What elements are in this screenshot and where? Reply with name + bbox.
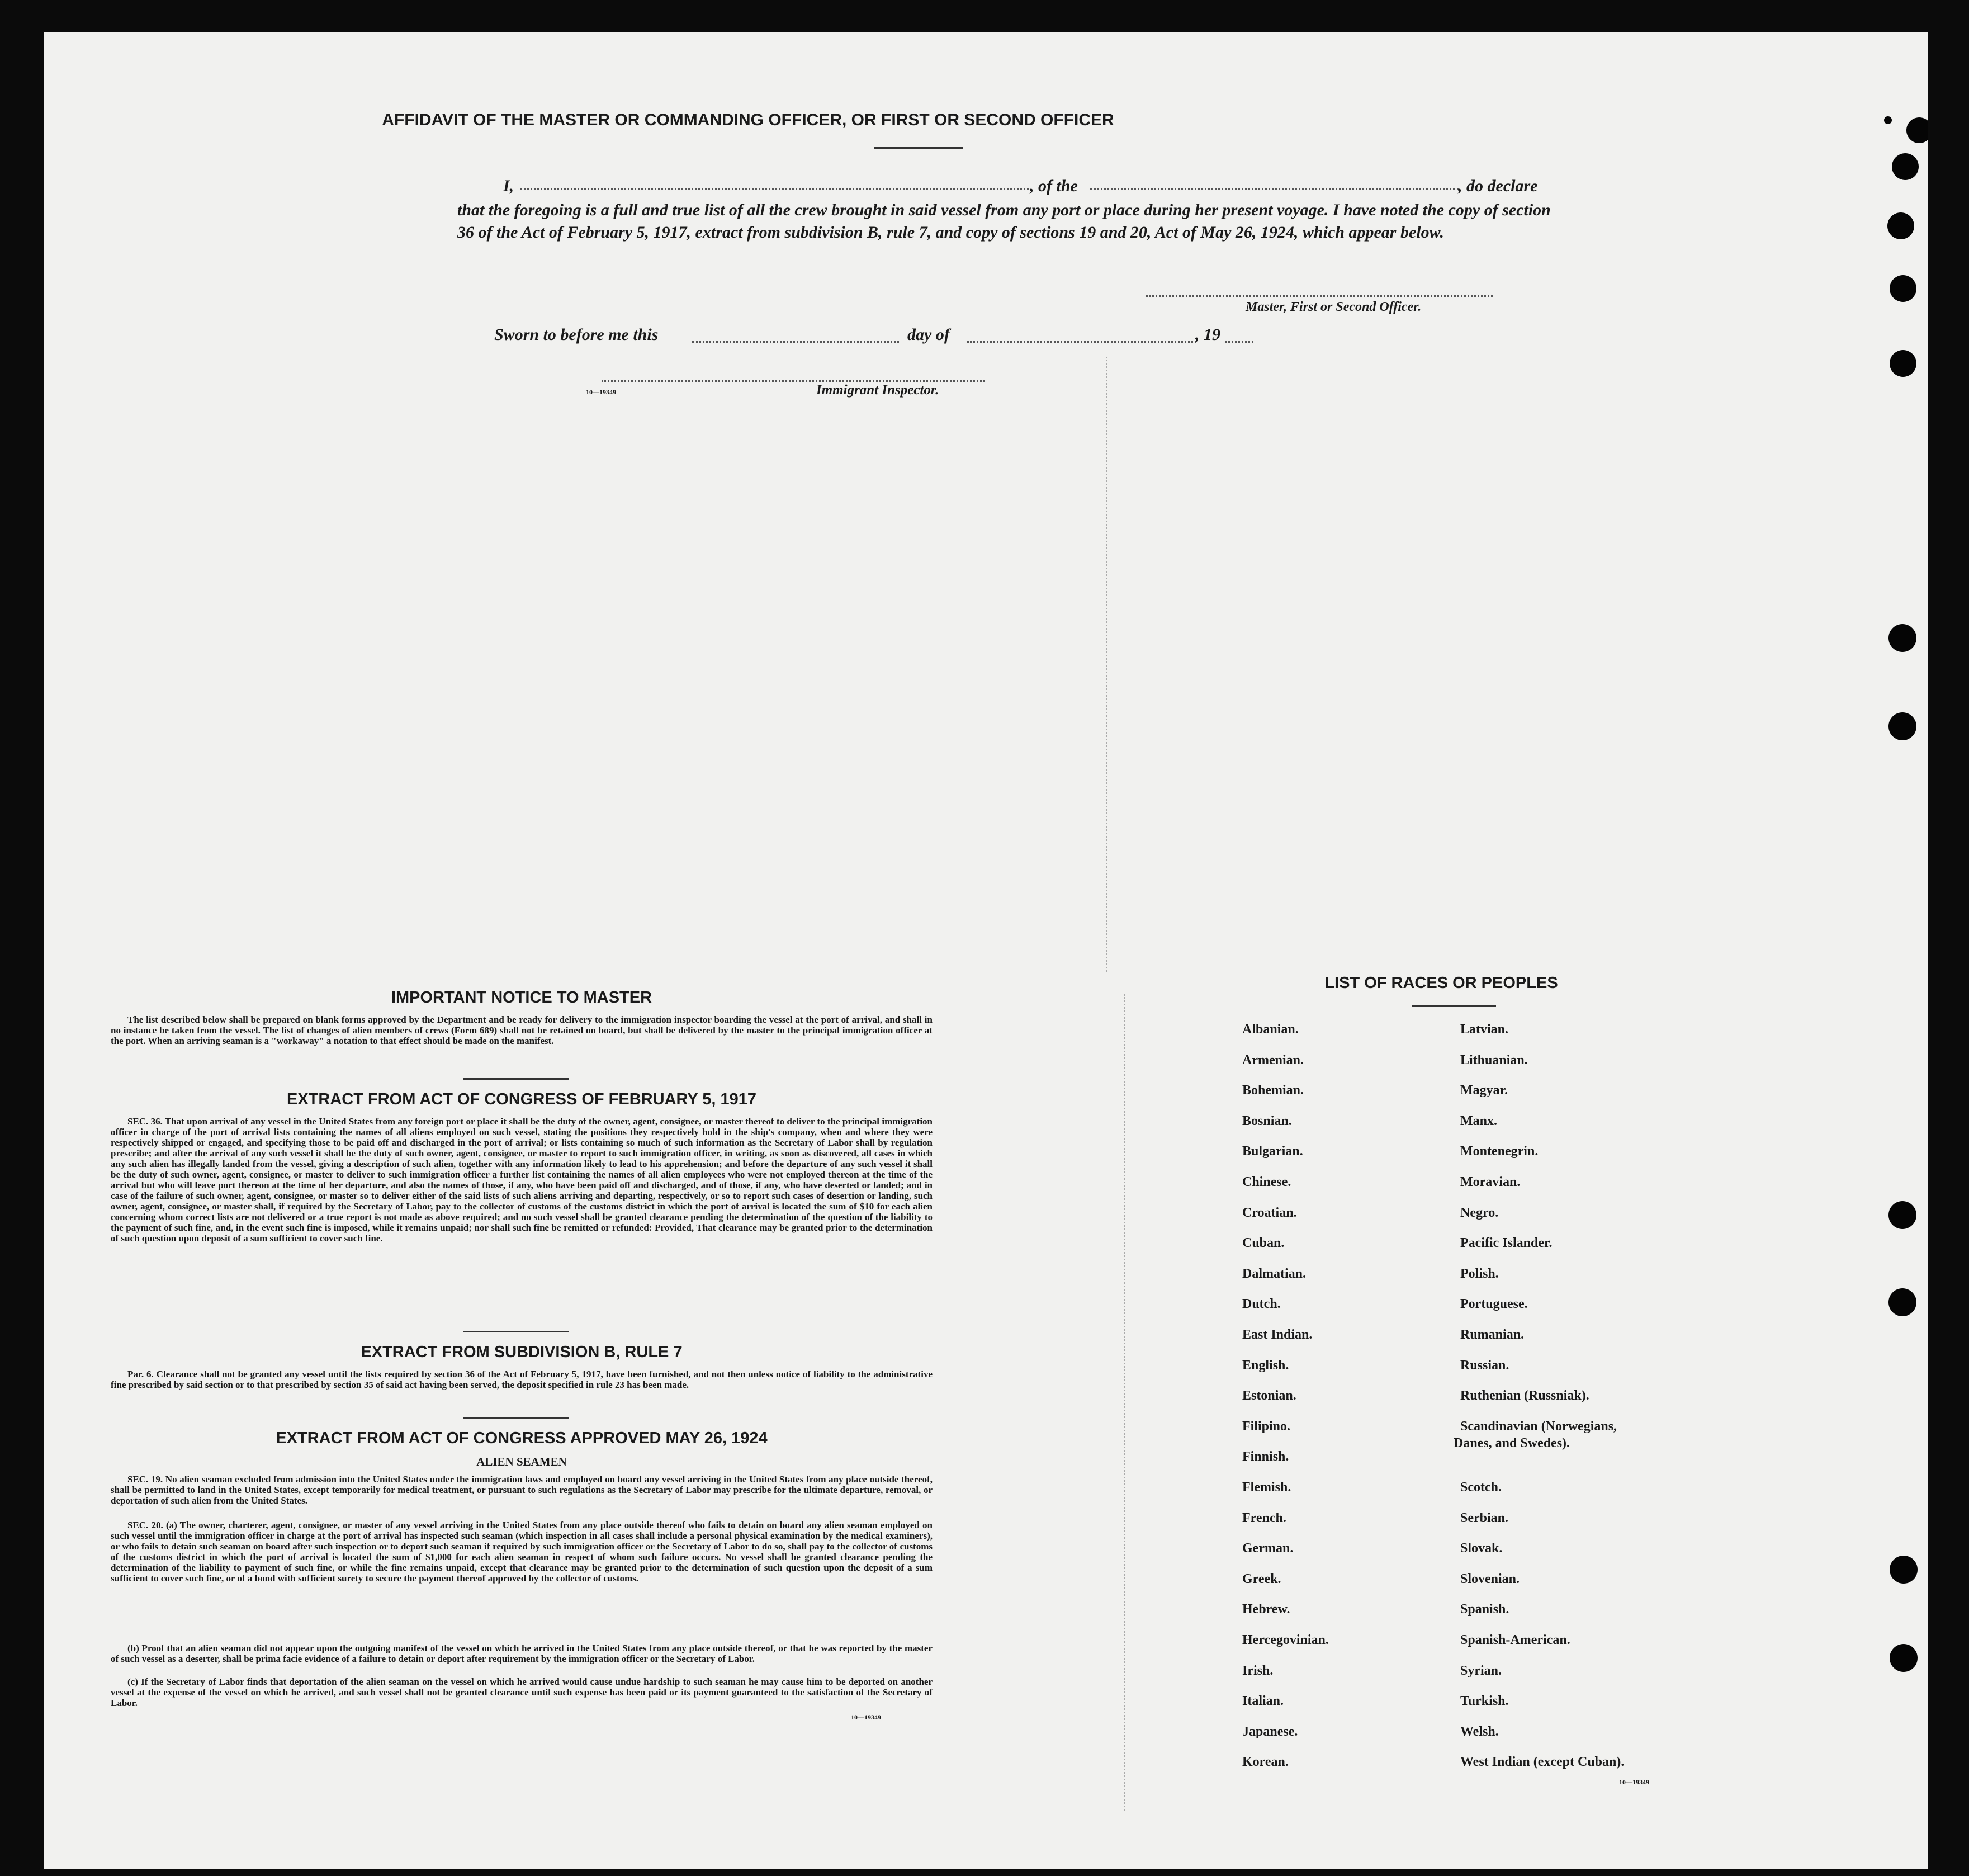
punch-hole: [1888, 1288, 1916, 1316]
declare-end: , do declare: [1458, 177, 1538, 195]
punch-hole: [1888, 712, 1916, 740]
race-item: Filipino.: [1242, 1419, 1291, 1434]
race-item: Japanese.: [1242, 1724, 1298, 1739]
sworn-month-field[interactable]: [967, 341, 1196, 343]
vessel-field[interactable]: [1090, 188, 1459, 190]
race-item: Ruthenian (Russniak).: [1460, 1388, 1589, 1404]
divider: [874, 147, 963, 149]
race-item: Bohemian.: [1242, 1083, 1304, 1098]
affidavit-text: that the foregoing is a full and true list of all the crew brought in said vessel from any port or place during her present voyage. I have noted the copy of section 36 of the Act of February 5, 1917, extract from subdivision B, rule 7, and copy of sections 19 and 20, Act of May 26, 1924, which appear below.: [457, 201, 1551, 242]
signature-line[interactable]: [1146, 295, 1493, 297]
divider: [1412, 1005, 1496, 1007]
race-item: Magyar.: [1460, 1083, 1508, 1098]
race-item: Albanian.: [1242, 1022, 1299, 1037]
notice-text: The list described below shall be prepared on blank forms approved by the Department and be ready for delivery to the immigration inspector boarding the vessel at the port of arrival, and shall in no instance be taken from the vessel. The list of changes of alien members of crews (Form 689) shall not be retained on board, but shall be delivered by the master to the principal immigration officer at the port. When an arriving seaman is a "workaway" a notation to that effect should be made on the manifest.: [111, 1014, 933, 1046]
race-item: Lithuanian.: [1460, 1052, 1528, 1067]
race-item: Scotch.: [1460, 1480, 1502, 1495]
race-item: East Indian.: [1242, 1327, 1313, 1342]
race-item: Russian.: [1460, 1358, 1509, 1373]
race-item: Pacific Islander.: [1460, 1236, 1553, 1251]
race-item: Croatian.: [1242, 1205, 1297, 1220]
notice-title: IMPORTANT NOTICE TO MASTER: [391, 989, 652, 1006]
races-title: LIST OF RACES OR PEOPLES: [1324, 974, 1558, 992]
punch-hole: [1890, 275, 1916, 302]
fold-line: [1124, 994, 1125, 1811]
sworn-text: Sworn to before me this: [494, 325, 659, 344]
race-item: Slovak.: [1460, 1541, 1503, 1556]
punch-hole: [1906, 117, 1928, 143]
inspector-signature-line[interactable]: [602, 380, 985, 382]
race-item: Portuguese.: [1460, 1297, 1528, 1312]
declare-of-the: , of the: [1030, 177, 1078, 195]
form-number: 10—19349: [1619, 1778, 1649, 1786]
divider: [463, 1331, 569, 1332]
form-page: [44, 32, 1928, 1869]
divider: [463, 1078, 569, 1080]
extract1917-text: SEC. 36. That upon arrival of any vessel in the United States from any foreign port or place it shall be the duty of the owner, agent, consignee, or master thereof to deliver to the principal immigration officer in charge of the port of arrival lists containing the names of all aliens employed on such vessel, stating the positions they respectively hold in the ship's company, when and where they were respectively shipped or engaged, and specifying those to be paid off and discharged in the port of arrival; or lists containing so much of such information as the Secretary of Labor shall by regulation prescribe; and after the arrival of any such vessel it shall be the duty of such owner, agent, consignee, or master to report to such immigration officer, in writing, as soon as discovered, all cases in which any such alien has illegally landed from the vessel, giving a description of such alien, together with any information likely to lead to his apprehension; and before the departure of any such vessel it shall be the duty of such owner, agent, consignee, or master to deliver to such immigration officer a further list containing the names of all alien employees who were not employed thereon at the time of the arrival but who will leave port thereon at the time of her departure, and also the names of those, if any, who have been paid off and discharged, and of those, if any, who have deserted or landed; and in case of the failure of such owner, agent, consignee, or master so to deliver either of the said lists of such aliens arriving and departing, respectively, or so to report such cases of desertion or landing, such owner, agent, consignee, or master shall, if required by the Secretary of Labor, pay to the collector of customs of the customs district in which the port of arrival is located the sum of $10 for each alien concerning whom correct lists are not delivered or a true report is not made as above required; and no such vessel shall be granted clearance pending the determination of the question of the liability to the payment of such fine, and, in the event such fine is imposed, while it remains unpaid; nor shall such fine be remitted or refunded: Provided, That clearance may be granted prior to the determination of such question upon deposit of a sum sufficient to cover such fine.: [111, 1116, 933, 1244]
extract1924-title: EXTRACT FROM ACT OF CONGRESS APPROVED MAY 26, 1924: [276, 1429, 768, 1447]
punch-hole: [1892, 153, 1919, 180]
punch-hole: [1887, 212, 1914, 239]
punch-hole: [1890, 1556, 1918, 1584]
race-item: Rumanian.: [1460, 1327, 1525, 1342]
race-item: Scandinavian (Norwegians,: [1460, 1419, 1617, 1434]
race-item: Moravian.: [1460, 1175, 1521, 1189]
race-item: Montenegrin.: [1460, 1144, 1539, 1159]
race-item: Dalmatian.: [1242, 1266, 1306, 1281]
race-item: Flemish.: [1242, 1480, 1291, 1495]
race-item: Bulgarian.: [1242, 1144, 1303, 1159]
race-item: Italian.: [1242, 1694, 1284, 1709]
race-item: German.: [1242, 1541, 1294, 1556]
sworn-year-field[interactable]: [1225, 341, 1253, 343]
race-item: Syrian.: [1460, 1663, 1502, 1678]
race-item: Serbian.: [1460, 1510, 1509, 1525]
sec20a-text: SEC. 20. (a) The owner, charterer, agent, consignee, or master of any vessel arriving in the United States from any place outside thereof who fails to detain on board any alien seaman employed on such vessel until the immigration officer in charge at the port of arrival has inspected such seaman (which inspection in all cases shall include a personal physical examination by the medical examiners), or who fails to detain such seaman on board after such inspection or to deport such seaman if required by such immigration officer or the Secretary of Labor to do so, shall pay to the collector of customs of the customs district in which the port of arrival is located the sum of $1,000 for each alien seaman in respect of whom such failure occurs. No vessel shall be granted clearance pending the determination of the liability to payment of such fine, or while the fine remains unpaid, except that clearance may be granted prior to the determination of such question upon the deposit of a sum sufficient to cover such fine, or of a bond with sufficient surety to secure the payment thereof approved by the collector of customs.: [111, 1520, 933, 1584]
race-item: Cuban.: [1242, 1236, 1285, 1251]
inspector-label: Immigrant Inspector.: [816, 382, 939, 398]
race-item: Spanish.: [1460, 1602, 1509, 1617]
race-item: Welsh.: [1460, 1724, 1499, 1739]
sworn-year-prefix: , 19: [1195, 325, 1220, 344]
punch-hole: [1888, 624, 1916, 652]
race-item: Polish.: [1460, 1266, 1499, 1281]
race-item: Hercegovinian.: [1242, 1633, 1329, 1647]
punch-hole: [1890, 350, 1916, 377]
race-item: Latvian.: [1460, 1022, 1509, 1037]
punch-hole: [1888, 1201, 1916, 1229]
race-item: Korean.: [1242, 1755, 1289, 1770]
race-item: Turkish.: [1460, 1694, 1509, 1709]
race-item: English.: [1242, 1358, 1289, 1373]
race-item: Dutch.: [1242, 1297, 1281, 1312]
race-item: Armenian.: [1242, 1052, 1304, 1067]
punch-hole: [1890, 1644, 1918, 1672]
race-item: Manx.: [1460, 1113, 1497, 1128]
subdivisionB-text: Par. 6. Clearance shall not be granted any vessel until the lists required by section 36 of the Act of February 5, 1917, have been furnished, and not then unless notice of liability to the administrative fine prescribed by said section or to that prescribed by section 35 of said act having been served, the deposit specified in rule 23 has been made.: [111, 1369, 933, 1390]
sworn-day-of: day of: [907, 325, 950, 344]
extract1917-title: EXTRACT FROM ACT OF CONGRESS OF FEBRUARY 5, 1917: [286, 1090, 757, 1108]
sec19-text: SEC. 19. No alien seaman excluded from admission into the United States under the immigration laws and employed on board any vessel arriving in the United States from any place outside thereof, shall be permitted to land in the United States, except temporarily for medical treatment, or pursuant to such regulations as the Secretary of Labor may prescribe for the ultimate departure, removal, or deportation of such alien from the United States.: [111, 1474, 933, 1506]
race-item: Negro.: [1460, 1205, 1499, 1220]
sworn-day-field[interactable]: [692, 341, 899, 343]
race-item: French.: [1242, 1510, 1286, 1525]
punch-hole: [1884, 116, 1892, 124]
subdivisionB-title: EXTRACT FROM SUBDIVISION B, RULE 7: [361, 1343, 683, 1361]
race-item: West Indian (except Cuban).: [1460, 1755, 1625, 1770]
signature-label: Master, First or Second Officer.: [1246, 300, 1422, 314]
race-item: Greek.: [1242, 1571, 1281, 1586]
race-item: Chinese.: [1242, 1175, 1291, 1189]
sec20b-text: (b) Proof that an alien seaman did not appear upon the outgoing manifest of the vessel on which he arrived in the United States from any place outside thereof, or that he was reported by the master of such vessel as a deserter, shall be prima facie evidence of a failure to detain or deport after requirement by the immigration officer or the Secretary of Labor.: [111, 1643, 933, 1664]
race-item: Slovenian.: [1460, 1571, 1520, 1586]
fold-line: [1106, 357, 1107, 972]
race-item: Irish.: [1242, 1663, 1274, 1678]
race-item: Danes, and Swedes).: [1454, 1435, 1570, 1450]
race-item: Hebrew.: [1242, 1602, 1290, 1617]
race-item: Estonian.: [1242, 1388, 1296, 1404]
sec20c-text: (c) If the Secretary of Labor finds that deportation of the alien seaman on the vessel on which he arrived would cause undue hardship to such seaman he may cause him to be deported on another vessel at the expense of the vessel on which he arrived, and such vessel shall not be granted clearance until such expense has been paid or its payment guaranteed to the satisfaction of the Secretary of Labor.: [111, 1676, 933, 1708]
form-number: 10—19349: [586, 388, 616, 396]
declare-i: I,: [503, 177, 514, 195]
race-item: Bosnian.: [1242, 1113, 1292, 1128]
race-item: Spanish-American.: [1460, 1633, 1570, 1647]
affidavit-title: AFFIDAVIT OF THE MASTER OR COMMANDING OFFICER, OR FIRST OR SECOND OFFICER: [382, 111, 1114, 129]
divider: [463, 1417, 569, 1419]
race-item: Finnish.: [1242, 1449, 1289, 1464]
form-number: 10—19349: [851, 1713, 881, 1721]
name-field[interactable]: [520, 188, 1029, 190]
alien-seamen-subtitle: ALIEN SEAMEN: [476, 1455, 567, 1468]
